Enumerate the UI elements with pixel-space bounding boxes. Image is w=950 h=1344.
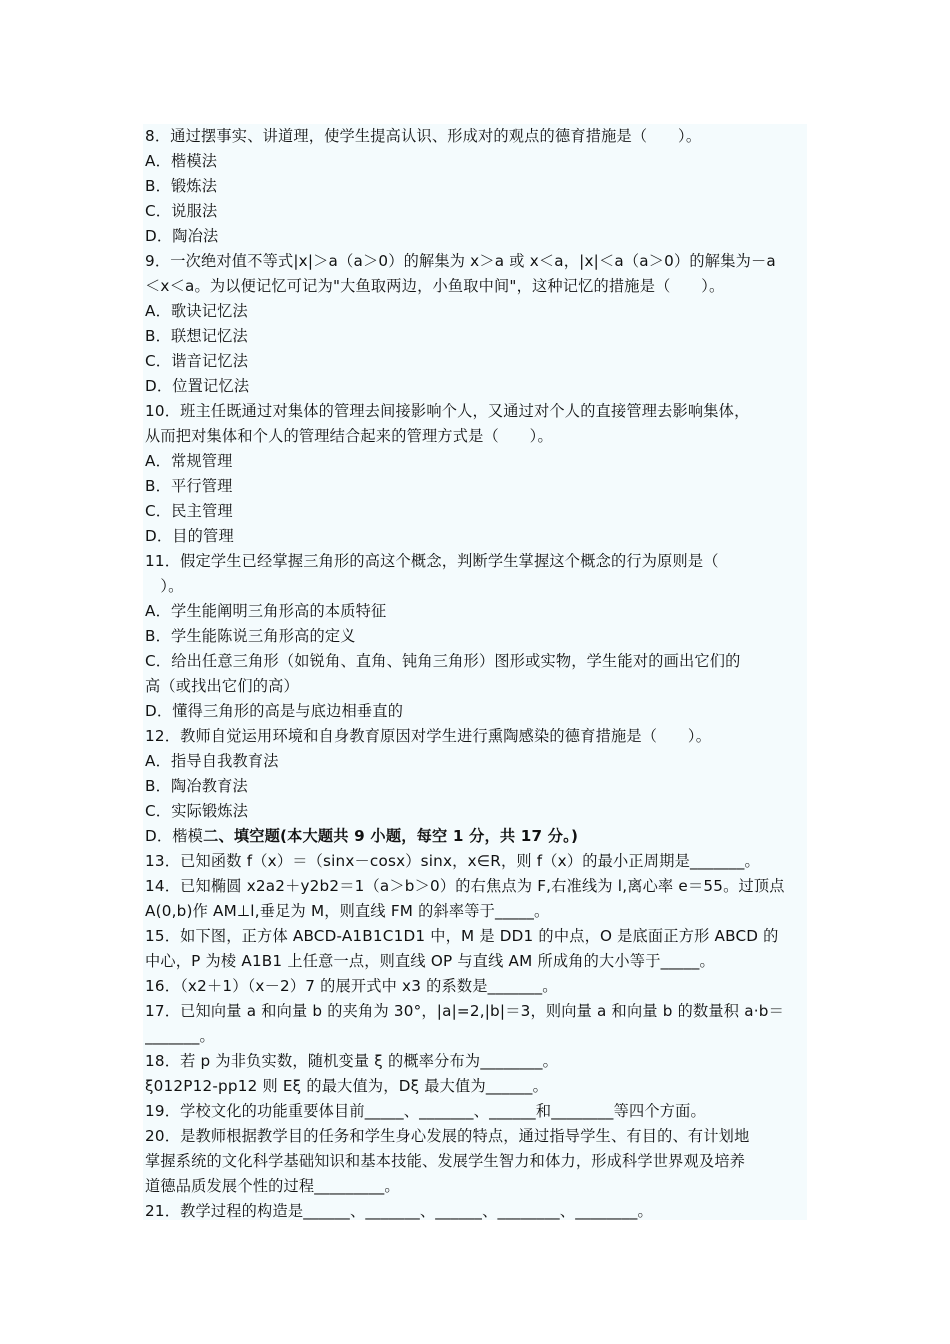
question-11-stem: 11．假定学生已经掌握三角形的高这个概念，判断学生掌握这个概念的行为原则是（ xyxy=(145,552,719,570)
option-line-cont: 高（或找出它们的高） xyxy=(145,677,299,695)
option-line: C．给出任意三角形（如锐角、直角、钝角三角形）图形或实物，学生能对的画出它们的 xyxy=(145,652,741,670)
question-17: 17．已知向量 a 和向量 b 的夹角为 30°，|a|=2,|b|＝3，则向量 a 和向量 b 的数量积 a·b＝ xyxy=(145,1002,784,1020)
option-text: D．楷模 xyxy=(145,827,204,845)
question-12-stem: 12．教师自觉运用环境和自身教育原因对学生进行熏陶感染的德育措施是（ ）。 xyxy=(145,727,712,745)
option-line: C．民主管理 xyxy=(145,502,233,520)
option-line: A．歌诀记忆法 xyxy=(145,302,248,320)
option-line: B．陶冶教育法 xyxy=(145,777,248,795)
question-15: 15．如下图，正方体 ABCD-A1B1C1D1 中，M 是 DD1 的中点，O 是底面正方形 ABCD 的 xyxy=(145,927,779,945)
question-14: 14．已知椭圆 x2a2＋y2b2＝1（a＞b＞0）的右焦点为 F,右准线为 l,离心率 e＝55。过顶点 xyxy=(145,877,785,895)
question-9-stem-cont: ＜x＜a。为以便记忆可记为"大鱼取两边，小鱼取中间"，这种记忆的措施是（ ）。 xyxy=(145,277,725,295)
option-line: A．指导自我教育法 xyxy=(145,752,279,770)
question-18: 18．若 p 为非负实数，随机变量 ξ 的概率分布为________。 xyxy=(145,1052,559,1070)
option-line: D．陶冶法 xyxy=(145,227,219,245)
option-line: B．锻炼法 xyxy=(145,177,218,195)
question-18-cont: ξ012P12-pp12 则 Eξ 的最大值为，Dξ 最大值为______。 xyxy=(145,1077,548,1095)
option-line: D．懂得三角形的高是与底边相垂直的 xyxy=(145,702,404,720)
option-line: A．学生能阐明三角形高的本质特征 xyxy=(145,602,387,620)
question-20-cont: 掌握系统的文化科学基础知识和基本技能、发展学生智力和体力，形成科学世界观及培养 xyxy=(145,1152,746,1170)
option-line: C．实际锻炼法 xyxy=(145,802,249,820)
option-line: D．目的管理 xyxy=(145,527,234,545)
option-line: C．谐音记忆法 xyxy=(145,352,249,370)
question-20-cont: 道德品质发展个性的过程_________。 xyxy=(145,1177,400,1195)
option-line: B．联想记忆法 xyxy=(145,327,248,345)
option-line: A．常规管理 xyxy=(145,452,233,470)
question-13: 13．已知函数 f（x）＝（sinx－cosx）sinx，x∈R，则 f（x）的最小正周期是_______。 xyxy=(145,852,760,870)
section-heading: 二、填空题(本大题共 9 小题，每空 1 分，共 17 分。) xyxy=(203,827,579,845)
question-10-stem: 10．班主任既通过对集体的管理去间接影响个人，又通过对个人的直接管理去影响集体， xyxy=(145,402,750,420)
question-16: 16．（x2＋1）（x－2）7 的展开式中 x3 的系数是_______。 xyxy=(145,977,558,995)
option-line-with-heading xyxy=(145,824,807,849)
question-19: 19．学校文化的功能重要体目前_____、_______、______和________等四个方面。 xyxy=(145,1102,706,1120)
question-21: 21．教学过程的构造是______、_______、______、________、________。 xyxy=(145,1202,653,1220)
question-17-cont: _______。 xyxy=(145,1027,215,1045)
option-line: D．位置记忆法 xyxy=(145,377,250,395)
question-9-stem: 9．一次绝对值不等式|x|＞a（a＞0）的解集为 x＞a 或 x＜a，|x|＜a（a＞0）的解集为－a xyxy=(145,252,776,270)
question-10-stem-cont: 从而把对集体和个人的管理结合起来的管理方式是（ ）。 xyxy=(145,427,553,445)
question-15-cont: 中心，P 为棱 A1B1 上任意一点，则直线 OP 与直线 AM 所成角的大小等于_____。 xyxy=(145,952,715,970)
question-8-stem: 8．通过摆事实、讲道理，使学生提高认识、形成对的观点的德育措施是（ ）。 xyxy=(145,127,702,145)
option-line: C．说服法 xyxy=(145,202,218,220)
question-20: 20．是教师根据教学目的任务和学生身心发展的特点，通过指导学生、有目的、有计划地 xyxy=(145,1127,750,1145)
question-14-cont: A(0,b)作 AM⊥l,垂足为 M，则直线 FM 的斜率等于_____。 xyxy=(145,902,550,920)
option-line: A．楷模法 xyxy=(145,152,218,170)
document-page xyxy=(143,124,807,1220)
question-11-stem-cont: ）。 xyxy=(145,577,184,595)
option-line: B．学生能陈说三角形高的定义 xyxy=(145,627,356,645)
option-line: B．平行管理 xyxy=(145,477,233,495)
